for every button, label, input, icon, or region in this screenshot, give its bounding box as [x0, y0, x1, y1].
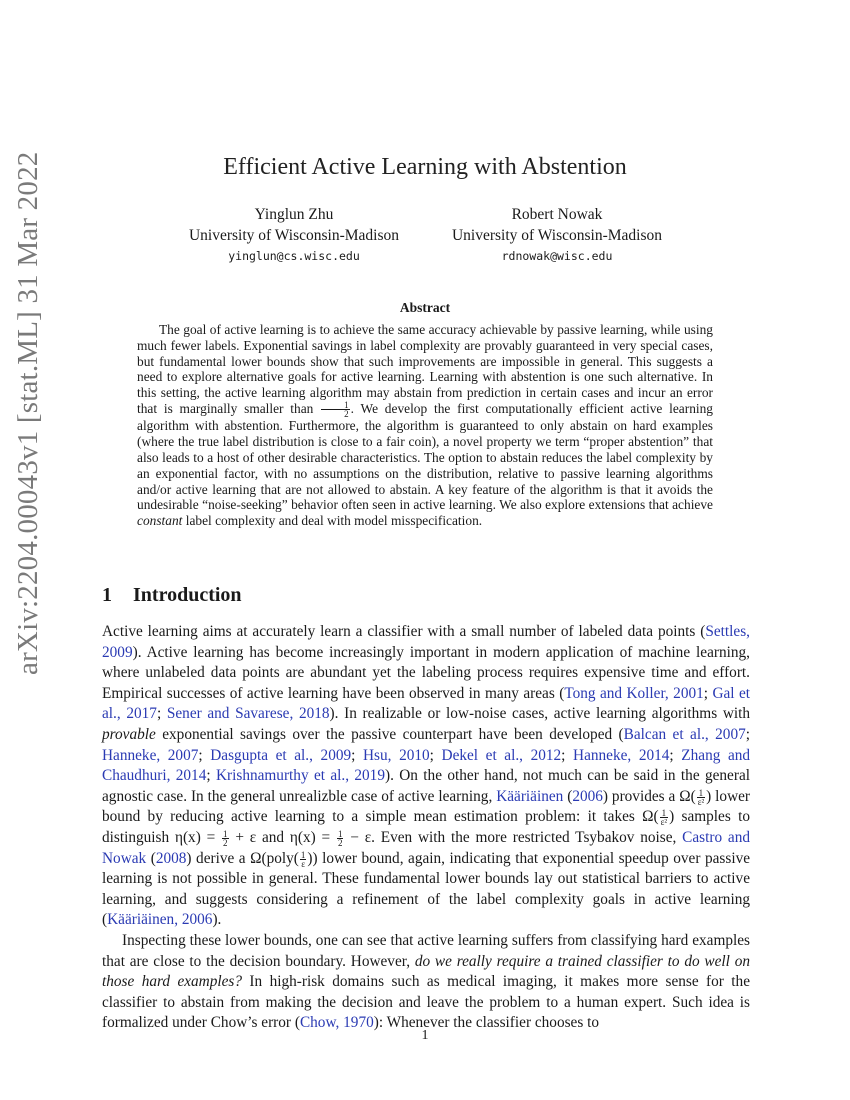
citation-link[interactable]: Sener and Savarese, 2018	[166, 705, 330, 723]
emphasis: provable	[102, 725, 156, 743]
abstract-text: label complexity and deal with model misspecification.	[182, 513, 483, 529]
author-email[interactable]: yinglun@cs.wisc.edu	[228, 249, 360, 263]
page-number: 1	[421, 1028, 429, 1043]
author-name: Yinglun Zhu	[254, 206, 334, 223]
fraction: $\frac{1}{2}$	[337, 828, 343, 848]
abstract-emphasis: constant	[137, 513, 183, 529]
author-block-2	[446, 204, 668, 267]
fraction: $\frac{1}{\text{ε²}}$	[660, 808, 668, 828]
citation-link[interactable]: Hsu, 2010	[363, 746, 430, 764]
citation-link[interactable]: Chow, 1970	[299, 1014, 374, 1032]
paragraph: Inspecting these lower bounds, one can see that active learning suffers from classifying hard examples that are close to the decision boundary. However, do we really require a trained classifier to do well on those hard examples? In high-risk domains such as medical imaging, it makes more sense for the classifier to abstain from making the decision and leave the problem to a human expert. Such idea is formalized under Chow’s error (Chow, 1970): Whenever the classifier chooses to	[102, 931, 750, 1032]
citation-link[interactable]: Hanneke, 2007	[102, 746, 199, 764]
citation-link[interactable]: Dasgupta et al., 2009	[210, 746, 352, 764]
citation-link[interactable]: Kääriäinen	[496, 787, 564, 805]
arxiv-identifier-stamp[interactable]: arXiv:2204.00043v1 [stat.ML] 31 Mar 2022	[12, 151, 44, 675]
author-email[interactable]: rdnowak@wisc.edu	[501, 249, 613, 263]
abstract-text: The goal of active learning is to achieve the same accuracy achievable by passive learning, while using much fewer labels. Exponential savings in label complexity are provably guaranteed in very special cases, but fundamental lower bounds show that such improvements are impossible in general. This suggests a need to explore alternative goals for active learning. Learning with abstention is one such alternative. In this setting, the active learning algorithm may abstain from prediction in certain cases and incur an error that is marginally smaller than	[137, 322, 713, 416]
abstract-paragraph	[137, 322, 713, 529]
author-affiliation: University of Wisconsin-Madison	[451, 227, 663, 244]
abstract-text: . We develop the first computationally efficient active learning algorithm with abstention. Furthermore, the algorithm is guaranteed to only abstain on hard examples (where the true label distribution is close to a fair coin), a novel property we term “proper abstention” that also leads to a host of other desirable characteristics. The option to abstain reduces the label complexity by an exponential factor, with no assumptions on the distribution, relative to passive learning algorithms and/or active learning that are not allowed to abstain. A key feature of the algorithm is that it avoids the undesirable “noise-seeking” behavior often seen in active learning. We also explore extensions that achieve	[137, 400, 713, 513]
citation-link[interactable]: Krishnamurthy et al., 2019	[215, 767, 385, 785]
author-name: Robert Nowak	[511, 206, 603, 223]
fraction: $\frac{1}{\text{ε²}}$	[697, 787, 705, 807]
citation-link[interactable]: 2008	[155, 849, 187, 867]
section-heading-introduction	[102, 584, 242, 607]
citation-link[interactable]: Balcan et al., 2007	[623, 725, 746, 743]
section-title: Introduction	[133, 584, 242, 606]
citation-link[interactable]: Hanneke, 2014	[573, 746, 670, 764]
citation-link[interactable]: Tong and Koller, 2001	[564, 684, 704, 702]
citation-link[interactable]: Castro and Nowak	[102, 828, 750, 867]
emphasis: do we really require a trained classifier to do well on those hard examples?	[102, 952, 750, 991]
citation-link[interactable]: Kääriäinen, 2006	[107, 911, 213, 929]
fraction: $\frac{1}{2}$	[223, 828, 228, 848]
introduction-body	[102, 622, 750, 1034]
citation-link[interactable]: Dekel et al., 2012	[441, 746, 562, 764]
fraction: $\frac{1}{\varepsilon}$	[300, 849, 306, 869]
fraction-half: $\frac{1}{2}$	[321, 401, 350, 418]
abstract-heading: Abstract	[399, 300, 451, 315]
paragraph: Active learning aims at accurately learn a classifier with a small number of labeled data points (Settles, 2009). Active learning has become increasingly important in modern application of machine learning, where unlabeled data points are abundant yet the labeling process requires expensive time and effort. Empirical successes of active learning have been observed in many areas (Tong and Koller, 2001; Gal et al., 2017; Sener and Savarese, 2018). In realizable or low-noise cases, active learning algorithms with provable exponential savings over the passive counterpart have been developed (Balcan et al., 2007; Hanneke, 2007; Dasgupta et al., 2009; Hsu, 2010; Dekel et al., 2012; Hanneke, 2014; Zhang and Chaudhuri, 2014; Krishnamurthy et al., 2019). On the other hand, not much can be said in the general agnostic case. In the general unrealizble case of active learning, Kääriäinen (2006) provides a Ω( $\frac{1}{\text{ε²}}$ ) lower bound by reducing active learning to a simple mean estimation problem: it takes Ω( $\frac{1}{\text{ε²}}$ ) samples to distinguish η(x) = $\frac{1}{2}$ + ε and η(x) = $\frac{1}{2}$ − ε. Even with the more restricted Tsybakov noise, Castro and Nowak (2008) derive a Ω(poly( $\frac{1}{\varepsilon}$ )) lower bound, again, indicating that exponential speedup over passive learning is not possible in general. These fundamental lower bounds lay out statistical barriers to active learning, and suggests considering a refinement of the label complexity goals in active learning (Kääriäinen, 2006).	[102, 623, 751, 929]
section-number: 1	[102, 584, 112, 606]
paper-title: Efficient Active Learning with Abstention	[223, 154, 627, 180]
citation-link[interactable]: Gal et al., 2017	[102, 684, 750, 723]
author-affiliation: University of Wisconsin-Madison	[188, 227, 400, 244]
citation-link[interactable]: Zhang and Chaudhuri, 2014	[102, 746, 751, 785]
citation-link[interactable]: 2006	[572, 787, 603, 805]
citation-link[interactable]: Settles, 2009	[102, 623, 750, 661]
author-block-1	[182, 204, 406, 267]
abstract-body	[137, 322, 713, 529]
